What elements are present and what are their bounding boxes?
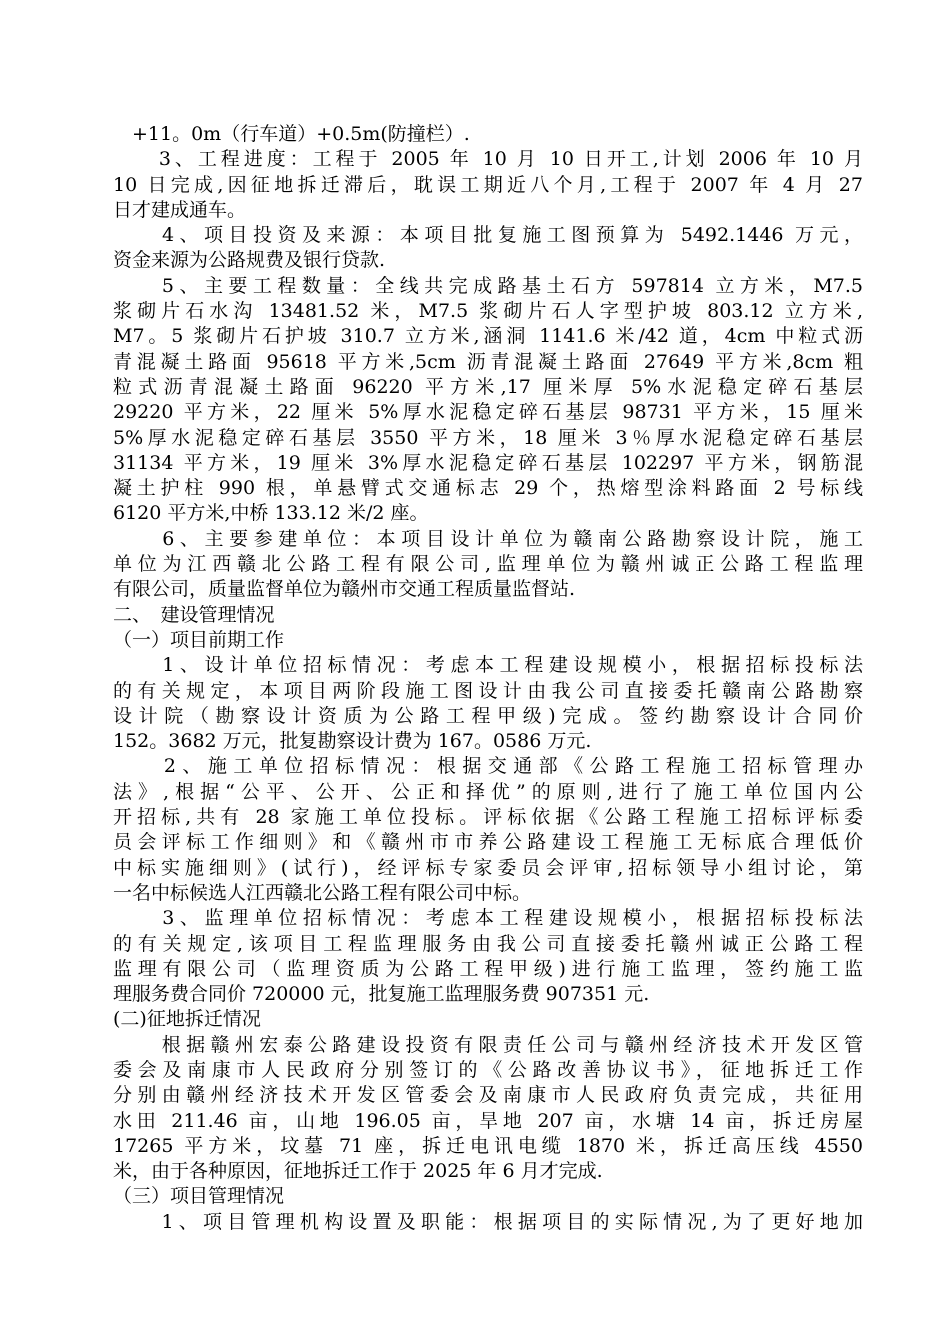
text-line: 1、项目管理机构设置及职能：根据项目的实际情况,为了更好地加 [113,1210,863,1233]
text-line: 3、监理单位招标情况：考虑本工程建设规模小，根据招标投标法 [113,907,863,930]
text-line: 的有关规定，本项目两阶段施工图设计由我公司直接委托赣南公路勘察 [113,679,863,702]
text-line: 4、项目投资及来源：本项目批复施工图预算为 5492.1446 万元， [113,224,863,247]
text-line: 的有关规定,该项目工程监理服务由我公司直接委托赣州诚正公路工程 [113,932,863,955]
text-line: 5%厚水泥稳定碎石基层 3550 平方米，18 厘米 3％厚水泥稳定碎石基层 [113,426,863,449]
text-line: 10 日完成,因征地拆迁滞后，耽误工期近八个月,工程于 2007 年 4 月 27 [113,173,863,196]
text-line: 委会及南康市人民政府分别签订的《公路改善协议书》，征地拆迁工作 [113,1058,863,1081]
text-line: 17265 平方米，坟墓 71 座，拆迁电讯电缆 1870 米，拆迁高压线 4550 [113,1134,863,1157]
text-line: 员会评标工作细则》和《赣州市市养公路建设工程施工无标底合理低价 [113,831,863,854]
text-line: 水田 211.46 亩，山地 196.05 亩，旱地 207 亩，水塘 14 亩，拆迁房屋 [113,1109,863,1132]
text-line: 根据赣州宏泰公路建设投资有限责任公司与赣州经济技术开发区管 [113,1033,863,1056]
text-line: 6、主要参建单位：本项目设计单位为赣南公路勘察设计院，施工 [113,527,863,550]
text-line: 31134 平方米，19 厘米 3%厚水泥稳定碎石基层 102297 平方米，钢筋混 [113,451,863,474]
text-line: 152。3682 万元，批复勘察设计费为 167。0586 万元. [113,730,592,753]
text-line: 凝土护柱 990 根，单悬臂式交通标志 29 个，热熔型涂料路面 2 号标线 [113,477,863,500]
text-line: (二)征地拆迁情况 [113,1008,261,1031]
text-line: +11。0m（行车道）+0.5m(防撞栏）. [113,123,470,145]
text-line: （三）项目管理情况 [113,1185,285,1208]
text-line: 2、施工单位招标情况：根据交通部《公路工程施工招标管理办 [113,755,863,778]
text-line: 分别由赣州经济技术开发区管委会及南康市人民政府负责完成，共征用 [113,1084,863,1107]
text-line: 日才建成通车。 [113,198,247,221]
text-line: 监理有限公司（监理资质为公路工程甲级)进行施工监理，签约施工监 [113,957,863,980]
text-line: 二、 建设管理情况 [113,603,275,626]
text-line: 米，由于各种原因，征地拆迁工作于 2025 年 6 月才完成. [113,1160,603,1183]
text-line: 1、设计单位招标情况：考虑本工程建设规模小，根据招标投标法 [113,654,863,677]
text-line: 3、工程进度：工程于 2005 年 10 月 10 日开工,计划 2006 年 10 月 [113,148,863,171]
text-line: 青混凝土路面 95618 平方米,5cm 沥青混凝土路面 27649 平方米,8cm 粗 [113,350,863,373]
text-line: 有限公司，质量监督单位为赣州市交通工程质量监督站. [113,578,576,601]
document-body [113,122,863,1235]
text-line: 理服务费合同价 720000 元，批复施工监理服务费 907351 元. [113,983,650,1006]
text-line: 6120 平方米,中桥 133.12 米/2 座。 [113,502,429,525]
text-line: 29220 平方米，22 厘米 5%厚水泥稳定碎石基层 98731 平方米，15 厘米 [113,401,863,424]
text-line: 粒式沥青混凝土路面 96220 平方米,17 厘米厚 5%水泥稳定碎石基层 [113,375,863,398]
text-line: 资金来源为公路规费及银行贷款. [113,249,386,272]
text-line: 法》,根据“公平、公开、公正和择优”的原则,进行了施工单位国内公 [113,780,863,803]
text-line: M7。5 浆砌片石护坡 310.7 立方米,涵洞 1141.6 米/42 道，4cm 中粒式沥 [113,325,863,348]
text-line: 开招标,共有 28 家施工单位投标。评标依据《公路工程施工招标评标委 [113,806,863,829]
text-line: 5、主要工程数量：全线共完成路基土石方 597814 立方米，M7.5 [113,274,863,297]
text-line: 中标实施细则》(试行)，经评标专家委员会评审,招标领导小组讨论，第 [113,856,863,879]
text-line: 浆砌片石水沟 13481.52 米，M7.5 浆砌片石人字型护坡 803.12 立方米, [113,300,863,323]
text-line: 单位为江西赣北公路工程有限公司,监理单位为赣州诚正公路工程监理 [113,553,863,576]
text-line: 一名中标候选人江西赣北公路工程有限公司中标。 [113,881,532,904]
text-line: 设计院（勘察设计资质为公路工程甲级)完成。签约勘察设计合同价 [113,704,863,727]
text-line: （一）项目前期工作 [113,628,285,651]
